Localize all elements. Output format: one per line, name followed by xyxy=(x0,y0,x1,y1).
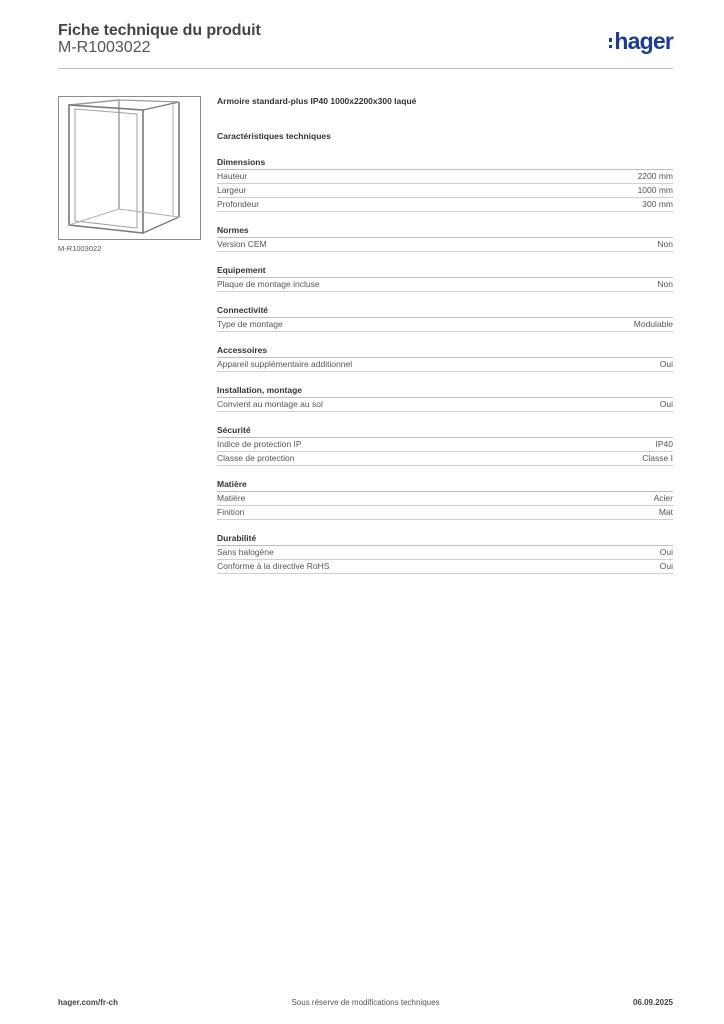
spec-label: Convient au montage au sol xyxy=(217,399,323,409)
footer-date: 06.09.2025 xyxy=(632,998,673,1007)
spec-section xyxy=(217,304,673,332)
spec-section xyxy=(217,384,673,412)
section-title: Connectivité xyxy=(217,304,673,318)
product-image xyxy=(58,96,201,240)
spec-label: Plaque de montage incluse xyxy=(217,279,320,289)
spec-label: Hauteur xyxy=(217,171,248,181)
document-title: Fiche technique du produit xyxy=(58,22,261,39)
spec-value: Oui xyxy=(659,547,673,557)
spec-label: Matière xyxy=(217,493,246,503)
spec-row xyxy=(217,170,673,184)
cabinet-frame-icon xyxy=(59,97,202,241)
page-header xyxy=(58,20,673,69)
section-title: Sécurité xyxy=(217,424,673,438)
spec-label: Appareil supplémentaire additionnel xyxy=(217,359,353,369)
spec-row xyxy=(217,492,673,506)
spec-label: Largeur xyxy=(217,185,247,195)
spec-section xyxy=(217,424,673,466)
image-caption: M-R1003022 xyxy=(58,244,102,253)
spec-row xyxy=(217,438,673,452)
spec-row xyxy=(217,546,673,560)
tech-characteristics-title: Caractéristiques techniques xyxy=(217,131,331,141)
section-title: Normes xyxy=(217,224,673,238)
spec-value: Non xyxy=(657,239,673,249)
spec-row xyxy=(217,318,673,332)
spec-label: Profondeur xyxy=(217,199,260,209)
hager-logo xyxy=(609,28,673,54)
spec-row xyxy=(217,238,673,252)
spec-row xyxy=(217,452,673,466)
spec-section xyxy=(217,224,673,252)
spec-value: 2200 mm xyxy=(637,171,673,181)
spec-sections xyxy=(217,156,673,574)
product-details xyxy=(217,96,673,574)
spec-section xyxy=(217,264,673,292)
section-title: Accessoires xyxy=(217,344,673,358)
product-reference: M-R1003022 xyxy=(58,39,151,56)
footer-website: hager.com/fr-ch xyxy=(58,998,119,1007)
spec-row xyxy=(217,358,673,372)
footer-notice: Sous réserve de modifications techniques xyxy=(291,998,440,1007)
spec-section xyxy=(217,478,673,520)
spec-label: Indice de protection IP xyxy=(217,439,302,449)
section-title: Dimensions xyxy=(217,156,673,170)
spec-value: Non xyxy=(657,279,673,289)
spec-label: Conforme à la directive RoHS xyxy=(217,561,330,571)
logo-dots-icon xyxy=(609,38,613,48)
section-title: Installation, montage xyxy=(217,384,673,398)
spec-label: Version CEM xyxy=(217,239,267,249)
spec-value: Modulable xyxy=(633,319,673,329)
spec-value: Acier xyxy=(653,493,673,503)
logo-text: hager xyxy=(614,27,673,54)
spec-value: Mat xyxy=(658,507,673,517)
spec-section xyxy=(217,532,673,574)
section-title: Equipement xyxy=(217,264,673,278)
spec-row xyxy=(217,184,673,198)
spec-row xyxy=(217,278,673,292)
spec-value: Oui xyxy=(659,359,673,369)
spec-value: Classe I xyxy=(642,453,673,463)
spec-section xyxy=(217,344,673,372)
spec-row xyxy=(217,506,673,520)
product-name: Armoire standard-plus IP40 1000x2200x300 laqué xyxy=(217,96,417,106)
spec-value: 1000 mm xyxy=(637,185,673,195)
spec-row xyxy=(217,198,673,212)
spec-section xyxy=(217,156,673,212)
spec-label: Finition xyxy=(217,507,245,517)
spec-value: Oui xyxy=(659,399,673,409)
section-title: Matière xyxy=(217,478,673,492)
spec-row xyxy=(217,560,673,574)
spec-label: Type de montage xyxy=(217,319,283,329)
spec-value: 300 mm xyxy=(642,199,673,209)
spec-label: Sans halogène xyxy=(217,547,274,557)
spec-row xyxy=(217,398,673,412)
spec-value: Oui xyxy=(659,561,673,571)
spec-label: Classe de protection xyxy=(217,453,295,463)
spec-value: IP40 xyxy=(655,439,673,449)
section-title: Durabilité xyxy=(217,532,673,546)
